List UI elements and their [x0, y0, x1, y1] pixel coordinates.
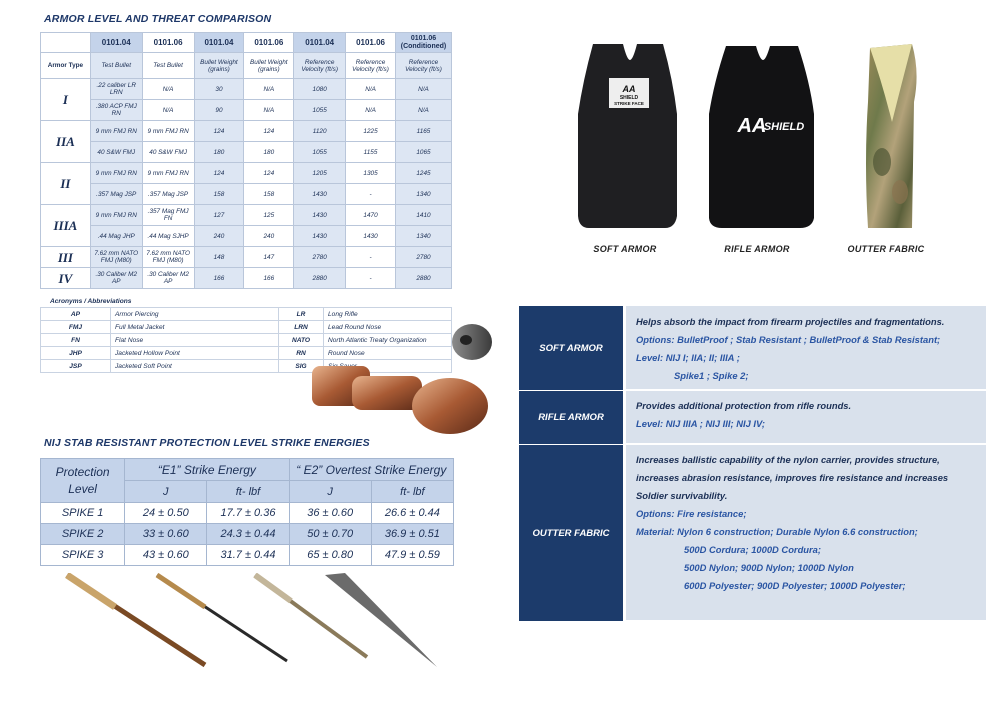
abbreviation-k1: JHP	[41, 347, 111, 360]
abbreviation-v2: North Atlantic Treaty Organization	[324, 334, 452, 347]
abbreviation-k1: AP	[41, 308, 111, 321]
header-label: Armor Type	[41, 53, 91, 79]
info-row-rifle	[519, 391, 986, 445]
unit-label: ft- lbf	[371, 481, 453, 503]
armor-cell: 124	[244, 121, 294, 142]
armor-row	[41, 268, 452, 289]
header-label: Bullet Weight (grains)	[244, 53, 294, 79]
stab-section-title: NIJ STAB RESISTANT PROTECTION LEVEL STRIKE ENERGIES	[44, 437, 370, 449]
stab-value: 36.9 ± 0.51	[371, 524, 453, 545]
armor-row	[41, 247, 452, 268]
info-soft-line2: Options: BulletProof ; Stab Resistant ; BulletProof & Stab Resistant;	[636, 334, 941, 345]
armor-cell: N/A	[142, 79, 194, 100]
armor-cell: 30	[194, 79, 244, 100]
armor-cell: .44 Mag SJHP	[142, 226, 194, 247]
armor-type: III	[41, 247, 91, 268]
info-label-fabric: OUTTER FABRIC	[519, 445, 623, 622]
info-fabric-line4: Options: Fire resistance;	[636, 508, 747, 519]
abbreviations-title: Acronyms / Abbreviations	[50, 298, 132, 305]
armor-cell: 1165	[395, 121, 451, 142]
armor-cell: 124	[244, 163, 294, 184]
armor-cell: 2780	[395, 247, 451, 268]
info-fabric-line3: Soldier survivability.	[636, 490, 728, 501]
info-rifle-line2: Level: NIJ IIIA ; NIJ III; NIJ IV;	[636, 418, 766, 429]
armor-cell: .380 ACP FMJ RN	[90, 100, 142, 121]
armor-cell: 7.62 mm NATO FMJ (M80)	[142, 247, 194, 268]
armor-cell: 90	[194, 100, 244, 121]
armor-cell: 166	[244, 268, 294, 289]
armor-cell: N/A	[395, 79, 451, 100]
armor-cell: 2780	[294, 247, 346, 268]
abbreviation-k2: LR	[279, 308, 324, 321]
armor-cell: 1225	[346, 121, 396, 142]
armor-cell: 1245	[395, 163, 451, 184]
armor-row	[41, 121, 452, 142]
armor-cell: 180	[244, 142, 294, 163]
soft-armor-image	[575, 40, 680, 232]
abbreviation-k2: NATO	[279, 334, 324, 347]
soft-label-line2: STRIKE FACE	[614, 101, 644, 106]
info-fabric-line1: Increases ballistic capability of the nylon carrier, provides structure,	[636, 454, 940, 465]
head-e1: “E1” Strike Energy	[125, 459, 289, 481]
armor-cell: 1205	[294, 163, 346, 184]
abbreviation-k2: LRN	[279, 321, 324, 334]
stab-value: 17.7 ± 0.36	[207, 503, 289, 524]
armor-cell: -	[346, 247, 396, 268]
outter-fabric-image	[862, 42, 922, 232]
armor-section-title: ARMOR LEVEL AND THREAT COMPARISON	[44, 13, 272, 25]
header-label: Test Bullet	[90, 53, 142, 79]
armor-row	[41, 79, 452, 100]
armor-cell: 40 S&W FMJ	[142, 142, 194, 163]
stab-value: 31.7 ± 0.44	[207, 545, 289, 566]
unit-label: J	[289, 481, 371, 503]
armor-cell: 1470	[346, 205, 396, 226]
abbreviation-k1: FN	[41, 334, 111, 347]
stab-row	[41, 503, 454, 524]
armor-cell: N/A	[346, 100, 396, 121]
armor-cell: 1305	[346, 163, 396, 184]
armor-cell: 148	[194, 247, 244, 268]
rifle-armor-image	[706, 42, 818, 230]
armor-cell: 9 mm FMJ RN	[90, 163, 142, 184]
stab-value: 43 ± 0.60	[125, 545, 207, 566]
stab-level: SPIKE 3	[41, 545, 125, 566]
armor-type: II	[41, 163, 91, 205]
rifle-logo-shield: SHIELD	[763, 121, 805, 133]
abbreviation-v1: Armor Piercing	[111, 308, 279, 321]
info-rifle-line1: Provides additional protection from rifle rounds.	[636, 400, 852, 411]
info-soft-line3: Level: NIJ I; IIA; II; IIIA ;	[636, 352, 740, 363]
armor-cell: 1155	[346, 142, 396, 163]
header-code: 0101.04	[194, 33, 244, 53]
armor-cell: 1340	[395, 226, 451, 247]
armor-cell: .30 Caliber M2 AP	[142, 268, 194, 289]
info-fabric-line8: 600D Polyester; 900D Polyester; 1000D Polyester;	[684, 580, 906, 591]
unit-label: ft- lbf	[207, 481, 289, 503]
armor-cell: 127	[194, 205, 244, 226]
armor-cell: 1430	[294, 205, 346, 226]
header-labels-row	[41, 53, 452, 79]
armor-cell: 125	[244, 205, 294, 226]
armor-cell: N/A	[395, 100, 451, 121]
armor-cell: 166	[194, 268, 244, 289]
armor-type: IIA	[41, 121, 91, 163]
header-label: Test Bullet	[142, 53, 194, 79]
stab-value: 50 ± 0.70	[289, 524, 371, 545]
abbreviation-v1: Flat Nose	[111, 334, 279, 347]
armor-cell: .357 Mag JSP	[142, 184, 194, 205]
header-label: Reference Velocity (ft/s)	[346, 53, 396, 79]
armor-cell: 158	[244, 184, 294, 205]
soft-label-line1: SHIELD	[619, 95, 639, 101]
header-code: 0101.06	[244, 33, 294, 53]
info-row-fabric	[519, 445, 986, 622]
armor-cell: 1430	[294, 226, 346, 247]
armor-cell: .22 caliber LR LRN	[90, 79, 142, 100]
header-codes-row	[41, 33, 452, 53]
armor-cell: 9 mm FMJ RN	[142, 163, 194, 184]
armor-cell: 124	[194, 121, 244, 142]
armor-type: IV	[41, 268, 91, 289]
armor-row	[41, 100, 452, 121]
armor-cell: -	[346, 268, 396, 289]
stab-level: SPIKE 2	[41, 524, 125, 545]
stab-value: 26.6 ± 0.44	[371, 503, 453, 524]
header-label: Reference Velocity (ft/s)	[395, 53, 451, 79]
armor-cell: 9 mm FMJ RN	[90, 205, 142, 226]
soft-label-brand: AA	[622, 84, 636, 94]
armor-type: I	[41, 79, 91, 121]
armor-cell: 240	[194, 226, 244, 247]
armor-cell: 1410	[395, 205, 451, 226]
rifle-armor-caption: RIFLE ARMOR	[724, 244, 790, 254]
outter-fabric-caption: OUTTER FABRIC	[847, 244, 925, 254]
abbreviation-k2: RN	[279, 347, 324, 360]
armor-row	[41, 163, 452, 184]
armor-cell: N/A	[142, 100, 194, 121]
unit-label: J	[125, 481, 207, 503]
rifle-logo-aa: AA	[737, 115, 767, 137]
armor-cell: 124	[194, 163, 244, 184]
info-fabric-line2: increases abrasion resistance, improves fire resistance and increases	[636, 472, 949, 483]
abbreviation-k1: FMJ	[41, 321, 111, 334]
armor-cell: 158	[194, 184, 244, 205]
info-label-rifle: RIFLE ARMOR	[519, 391, 623, 445]
abbreviation-v2: Lead Round Nose	[324, 321, 452, 334]
product-info-table	[519, 306, 986, 622]
armor-cell: N/A	[244, 79, 294, 100]
header-label: Bullet Weight (grains)	[194, 53, 244, 79]
stab-value: 24 ± 0.50	[125, 503, 207, 524]
armor-cell: .30 Caliber M2 AP	[90, 268, 142, 289]
info-fabric-line5: Material: Nylon 6 construction; Durable Nylon 6.6 construction;	[636, 526, 918, 537]
stab-energy-table	[40, 458, 454, 566]
stab-value: 36 ± 0.60	[289, 503, 371, 524]
info-fabric-line7: 500D Nylon; 900D Nylon; 1000D Nylon	[684, 562, 854, 573]
abbreviation-k1: JSP	[41, 360, 111, 373]
armor-row	[41, 226, 452, 247]
stab-value: 65 ± 0.80	[289, 545, 371, 566]
armor-cell: 180	[194, 142, 244, 163]
armor-cell: 240	[244, 226, 294, 247]
armor-cell: .357 Mag FMJ FN	[142, 205, 194, 226]
header-code: 0101.06	[346, 33, 396, 53]
armor-cell: 1055	[294, 142, 346, 163]
head-e2: “ E2” Overtest Strike Energy	[289, 459, 453, 481]
stab-value: 24.3 ± 0.44	[207, 524, 289, 545]
armor-cell: .44 Mag JHP	[90, 226, 142, 247]
armor-cell: 1055	[294, 100, 346, 121]
armor-cell: N/A	[244, 100, 294, 121]
armor-cell: 1430	[346, 226, 396, 247]
header-code: 0101.06 (Conditioned)	[395, 33, 451, 53]
armor-cell: N/A	[346, 79, 396, 100]
header-code: 0101.04	[90, 33, 142, 53]
armor-row	[41, 205, 452, 226]
header-code: 0101.06	[142, 33, 194, 53]
armor-type: IIIA	[41, 205, 91, 247]
stab-level: SPIKE 1	[41, 503, 125, 524]
armor-cell: -	[346, 184, 396, 205]
armor-cell: 1430	[294, 184, 346, 205]
abbreviation-v2: Long Rifle	[324, 308, 452, 321]
stab-row	[41, 545, 454, 566]
abbreviation-v2: Round Nose	[324, 347, 452, 360]
armor-cell: 9 mm FMJ RN	[142, 121, 194, 142]
info-label-soft: SOFT ARMOR	[519, 306, 623, 391]
armor-cell: 1065	[395, 142, 451, 163]
stab-value: 47.9 ± 0.59	[371, 545, 453, 566]
armor-cell: 147	[244, 247, 294, 268]
header-label: Reference Velocity (ft/s)	[294, 53, 346, 79]
armor-cell: .357 Mag JSP	[90, 184, 142, 205]
armor-threat-table	[40, 32, 452, 289]
head-level: Level	[68, 481, 97, 496]
armor-cell: 2880	[395, 268, 451, 289]
armor-row	[41, 142, 452, 163]
abbreviation-v1: Full Metal Jacket	[111, 321, 279, 334]
abbreviation-k2: SIG	[279, 360, 324, 373]
info-soft-line4: Spike1 ; Spike 2;	[674, 370, 749, 381]
armor-cell: 1120	[294, 121, 346, 142]
armor-cell: 40 S&W FMJ	[90, 142, 142, 163]
armor-cell: 2880	[294, 268, 346, 289]
armor-cell: 1080	[294, 79, 346, 100]
stab-row	[41, 524, 454, 545]
spikes-image	[55, 573, 445, 673]
armor-cell: 7.62 mm NATO FMJ (M80)	[90, 247, 142, 268]
header-code: 0101.04	[294, 33, 346, 53]
head-protection: Protection	[55, 464, 110, 479]
armor-row	[41, 184, 452, 205]
abbreviation-v1: Jacketed Hollow Point	[111, 347, 279, 360]
abbreviation-v1: Jacketed Soft Point	[111, 360, 279, 373]
armor-cell: 1340	[395, 184, 451, 205]
stab-value: 33 ± 0.60	[125, 524, 207, 545]
info-fabric-line6: 500D Cordura; 1000D Cordura;	[684, 544, 822, 555]
soft-armor-caption: SOFT ARMOR	[593, 244, 657, 254]
armor-cell: 9 mm FMJ RN	[90, 121, 142, 142]
info-soft-line1: Helps absorb the impact from firearm projectiles and fragmentations.	[636, 316, 945, 327]
bullets-image	[312, 318, 492, 436]
info-row-soft	[519, 306, 986, 391]
